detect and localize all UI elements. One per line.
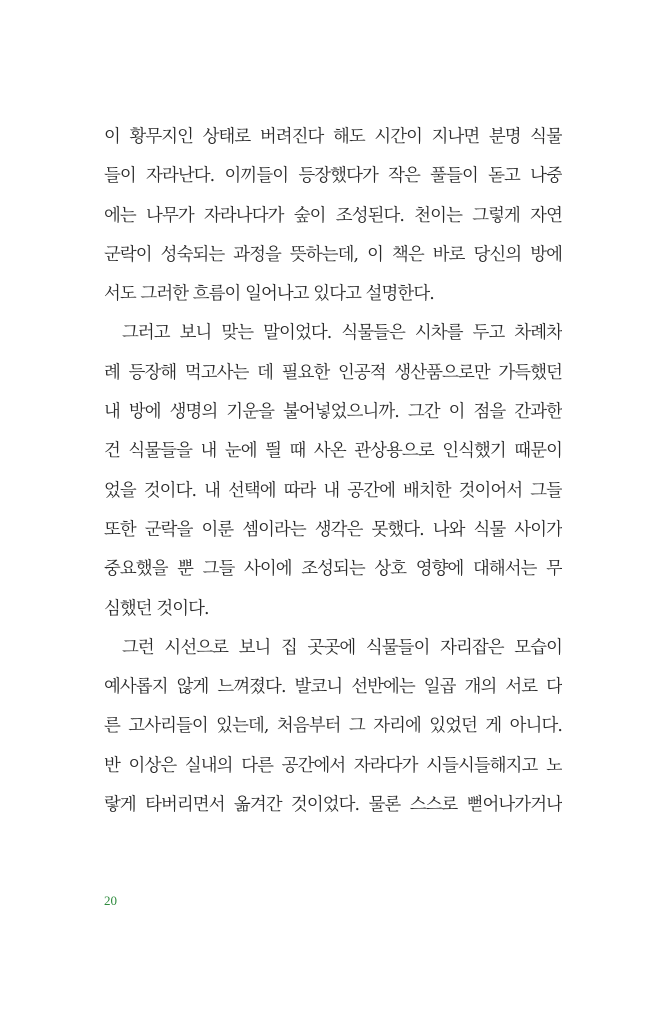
text-line: 또한 군락을 이룬 셈이라는 생각은 못했다. 나와 식물 사이가 <box>104 519 562 540</box>
text-line: 그러고 보니 맞는 말이었다. 식물들은 시차를 두고 차례차 <box>122 323 562 344</box>
text-line: 심했던 것이다. <box>104 598 209 619</box>
text-line: 건 식물들을 내 눈에 띌 때 사온 관상용으로 인식했기 때문이 <box>104 441 562 462</box>
text-line: 군락이 성숙되는 과정을 뜻하는데, 이 책은 바로 당신의 방에 <box>104 244 562 265</box>
text-line: 그런 시선으로 보니 집 곳곳에 식물들이 자리잡은 모습이 <box>122 637 562 658</box>
text-line: 에는 나무가 자라나다가 숲이 조성된다. 천이는 그렇게 자연 <box>104 205 562 226</box>
text-line: 례 등장해 먹고사는 데 필요한 인공적 생산품으로만 가득했던 <box>104 362 562 383</box>
text-line: 랗게 타버리면서 옮겨간 것이었다. 물론 스스로 뻗어나가거나 <box>104 795 562 816</box>
text-line: 반 이상은 실내의 다른 공간에서 자라다가 시들시들해지고 노 <box>104 755 562 776</box>
text-line: 서도 그러한 흐름이 일어나고 있다고 설명한다. <box>104 284 434 305</box>
paragraph-1 <box>104 118 562 314</box>
text-line: 내 방에 생명의 기운을 불어넣었으니까. 그간 이 점을 간과한 <box>104 402 562 423</box>
text-line: 이 황무지인 상태로 버려진다 해도 시간이 지나면 분명 식물 <box>104 127 562 147</box>
paragraph-2 <box>104 314 562 628</box>
body-text <box>104 118 562 825</box>
text-line: 중요했을 뿐 그들 사이에 조성되는 상호 영향에 대해서는 무 <box>104 559 562 580</box>
page-number: 20 <box>104 893 117 908</box>
text-line: 들이 자라난다. 이끼들이 등장했다가 작은 풀들이 돋고 나중 <box>104 166 562 187</box>
text-line: 예사롭지 않게 느껴졌다. 발코니 선반에는 일곱 개의 서로 다 <box>104 677 562 698</box>
paragraph-3 <box>104 629 562 825</box>
text-line: 었을 것이다. 내 선택에 따라 내 공간에 배치한 것이어서 그들 <box>104 480 562 501</box>
text-line: 른 고사리들이 있는데, 처음부터 그 자리에 있었던 게 아니다. <box>104 716 562 737</box>
